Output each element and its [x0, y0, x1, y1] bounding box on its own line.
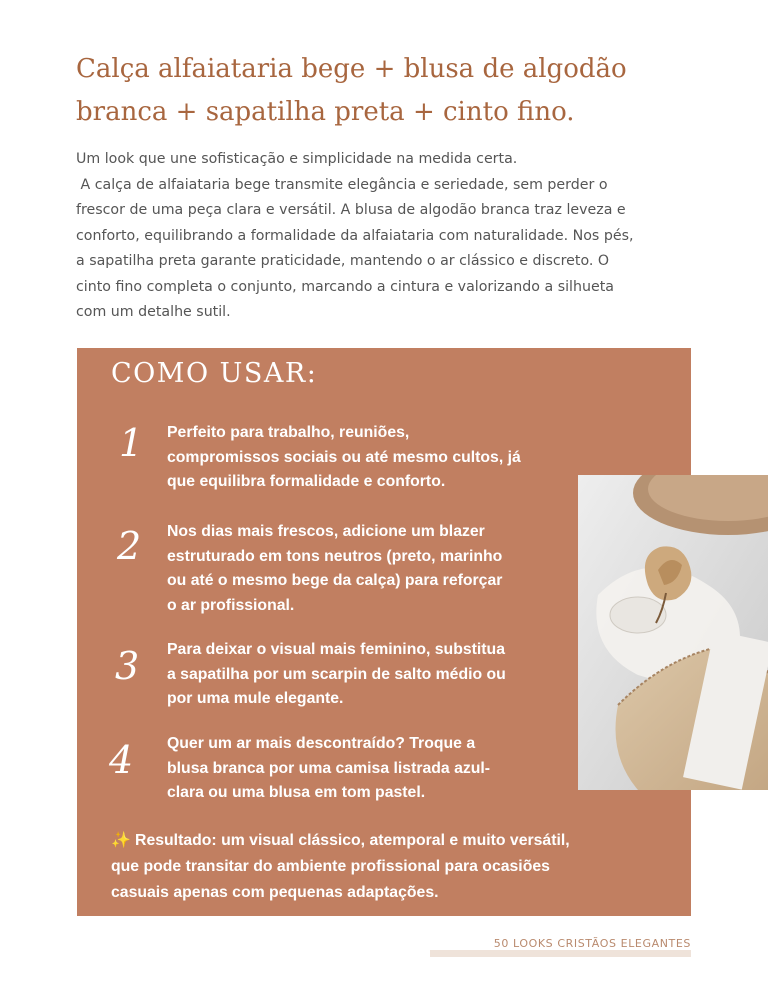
step-text [167, 732, 577, 806]
result-text [111, 828, 671, 906]
step-line: blusa branca por uma camisa listrada azul- [167, 759, 491, 777]
title-line: branca + sapatilha preta + cinto fino. [76, 97, 575, 127]
intro-line: com um detalhe sutil. [76, 304, 231, 320]
step-number: 2 [117, 524, 142, 568]
step-line: o ar profissional. [167, 596, 295, 614]
page-title [76, 48, 696, 134]
still-life-illustration [578, 475, 768, 790]
title-line: Calça alfaiataria bege + blusa de algodão [76, 54, 627, 84]
step-line: compromissos sociais ou até mesmo cultos, já [167, 448, 521, 466]
intro-line: frescor de uma peça clara e versátil. A blusa de algodão branca traz leveza e [76, 202, 626, 218]
step-text [167, 421, 577, 495]
step-line: ou até o mesmo bege da calça) para reforçar [167, 572, 503, 589]
step-line: Quer um ar mais descontraído? Troque a [167, 735, 476, 752]
result-line: casuais apenas com pequenas adaptações. [111, 884, 439, 901]
step-line: Para deixar o visual mais feminino, substitua [167, 641, 505, 658]
intro-line: A calça de alfaiataria bege transmite elegância e seriedade, sem perder o [76, 176, 608, 193]
step-line: estruturado em tons neutros (preto, marinho [167, 547, 503, 565]
step-text [167, 520, 577, 618]
intro-line: conforto, equilibrando a formalidade da alfaiataria com naturalidade. Nos pés, [76, 227, 634, 244]
footer-label: 50 LOOKS CRISTÃOS ELEGANTES [493, 937, 691, 950]
intro-paragraph [76, 147, 696, 326]
intro-line: Um look que une sofisticação e simplicidade na medida certa. [76, 151, 518, 167]
intro-line: a sapatilha preta garante praticidade, mantendo o ar clássico e discreto. O [76, 253, 610, 269]
result-line: que pode transitar do ambiente profissional para ocasiões [111, 858, 550, 875]
step-line: por uma mule elegante. [167, 690, 344, 707]
step-number: 1 [119, 421, 144, 465]
step-line: clara ou uma blusa em tom pastel. [167, 784, 426, 801]
step-line: Nos dias mais frescos, adicione um blazer [167, 523, 485, 540]
panel-heading: COMO USAR: [111, 358, 318, 389]
step-line: Perfeito para trabalho, reuniões, [167, 424, 410, 441]
step-text [167, 638, 577, 712]
step-number: 4 [109, 738, 134, 782]
footer-bar [430, 950, 691, 957]
result-line: ✨ Resultado: um visual clássico, atemporal e muito versátil, [111, 832, 570, 849]
step-line: a sapatilha por um scarpin de salto médio ou [167, 665, 506, 683]
intro-line: cinto fino completa o conjunto, marcando a cintura e valorizando a silhueta [76, 278, 614, 295]
step-number: 3 [115, 644, 140, 688]
decor-photo [578, 475, 768, 790]
step-line: que equilibra formalidade e conforto. [167, 473, 446, 490]
